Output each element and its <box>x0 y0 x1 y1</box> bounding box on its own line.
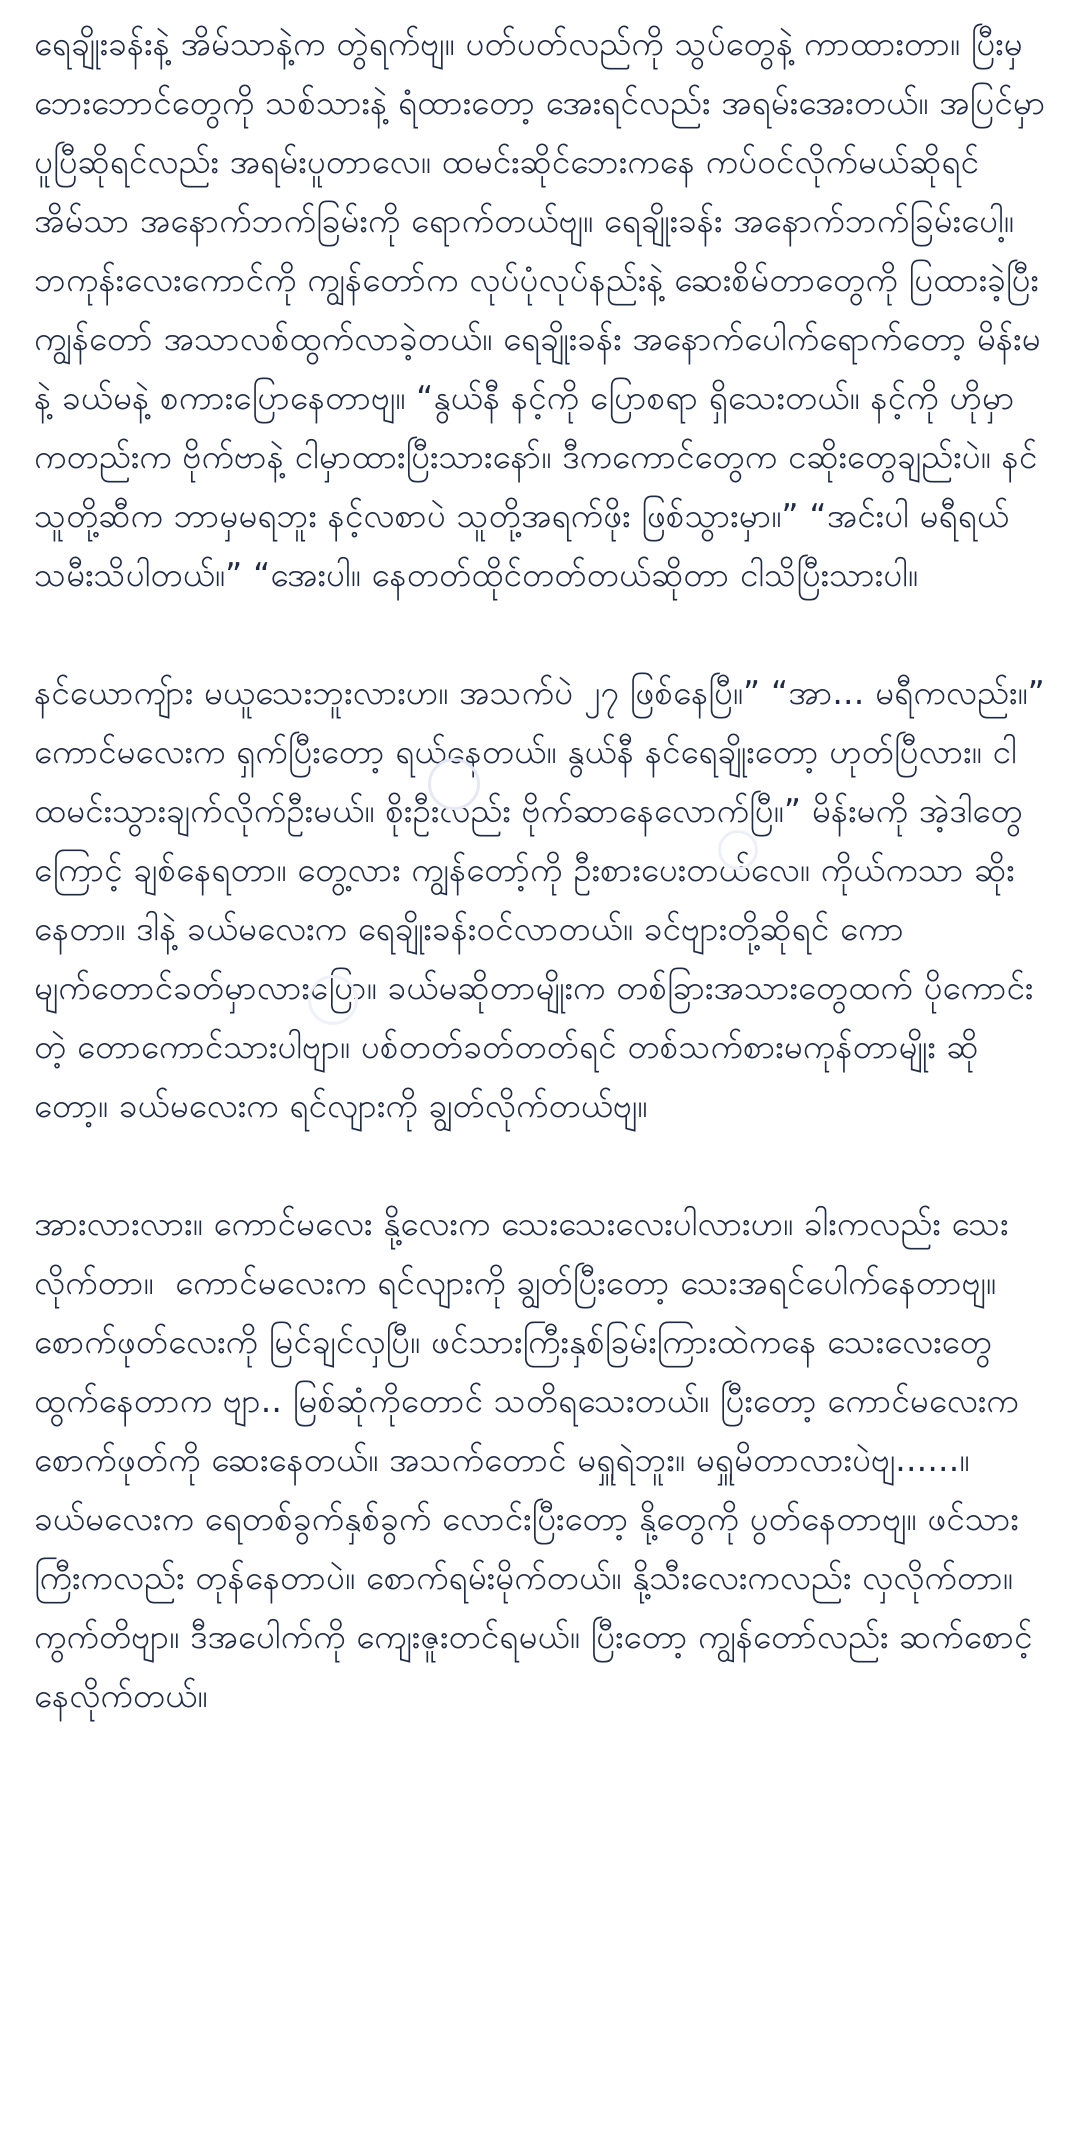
loading-ring-icon <box>308 975 358 1025</box>
loading-ring-icon <box>428 758 480 810</box>
story-paragraph-2: နင်ယောကျ်ား မယူသေးဘူးလားဟ။ အသက်ပဲ ၂၇ ဖြစ်နေပြီ။” “အာ... မရီကလည်း။” ကောင်မလေးက ရှက်ပြီးတော့ ရယ်နေတယ်။ နွယ်နီ နင်ရေချိုးတော့ ဟုတ်ပြီလား။ ငါ ထမင်းသွားချက်လိုက်ဦးမယ်။ စိုးဦးလည်း ဗိုက်ဆာနေလောက်ပြီ။” မိန်းမကို အဲ့ဒါတွေကြောင့် ချစ်နေရတာ။ တွေ့လား ကျွန်တော့်ကို ဦးစားပေးတယ်လေ။ ကိုယ်ကသာ ဆိုးနေတာ။ ဒါနဲ့ ခယ်မလေးက ရေချိုးခန်းဝင်လာတယ်။ ခင်ဗျားတို့ဆိုရင် ကော မျက်တောင်ခတ်မှာလားပြော။ ခယ်မဆိုတာမျိုးက တစ်ခြားအသားတွေထက် ပိုကောင်းတဲ့ တောကောင်သားပါဗျာ။ ပစ်တတ်ခတ်တတ်ရင် တစ်သက်စားမကုန်တာမျိုး ဆိုတော့။ ခယ်မလေးက ရင်လျားကို ချွတ်လိုက်တယ်ဗျ။ <box>34 673 1056 1125</box>
loading-ring-icon <box>718 830 758 870</box>
story-paragraph-3: အားလားလား။ ကောင်မလေး နို့လေးက သေးသေးလေးပါလားဟ။ ခါးကလည်း သေးလိုက်တာ။ ကောင်မလေးက ရင်လျားကို ချွတ်ပြီးတော့ သေးအရင်ပေါက်နေတာဗျ။ စောက်ဖုတ်လေးကို မြင်ချင်လှပြီ။ ဖင်သားကြီးနှစ်ခြမ်းကြားထဲကနေ သေးလေးတွေ ထွက်နေတာက ဗျာ.. မြစ်ဆုံကိုတောင် သတိရသေးတယ်။ ပြီးတော့ ကောင်မလေးက စောက်ဖုတ်ကို ဆေးနေတယ်။ အသက်တောင် မရှူရဲဘူး။ မရှူမိတာလားပဲဗျ......။ ခယ်မလေးက ရေတစ်ခွက်နှစ်ခွက် လောင်းပြီးတော့ နို့တွေကို ပွတ်နေတာဗျ။ ဖင်သားကြီးကလည်း တုန်နေတာပဲ။ စောက်ရမ်းမိုက်တယ်။ နို့သီးလေးကလည်း လှလိုက်တာ။ ကွက်တိဗျာ။ ဒီအပေါက်ကို ကျေးဇူးတင်ရမယ်။ ပြီးတော့ ကျွန်တော်လည်း ဆက်စောင့်နေလိုက်တယ်။ <box>34 1204 1033 1715</box>
story-paragraph-1: ရေချိုးခန်းနဲ့ အိမ်သာနဲ့က တွဲရက်ဗျ။ ပတ်ပတ်လည်ကို သွပ်တွေနဲ့ ကာထားတာ။ ပြီးမှ ဘေးဘောင်တွေကို သစ်သားနဲ့ ရံထားတော့ အေးရင်လည်း အရမ်းအေးတယ်။ အပြင်မှာ ပူပြီဆိုရင်လည်း အရမ်းပူတာလေ။ ထမင်းဆိုင်ဘေးကနေ ကပ်ဝင်လိုက်မယ်ဆိုရင် အိမ်သာ အနောက်ဘက်ခြမ်းကို ရောက်တယ်ဗျ။ ရေချိုးခန်း အနောက်ဘက်ခြမ်းပေါ့။ ဘကုန်းလေးကောင်ကို ကျွန်တော်က လုပ်ပုံလုပ်နည်းနဲ့ ဆေးစိမ်တာတွေကို ပြထားခဲ့ပြီး ကျွန်တော် အသာလစ်ထွက်လာခဲ့တယ်။ ရေချိုးခန်း အနောက်ပေါက်ရောက်တော့ မိန်းမနဲ့ ခယ်မနဲ့ စကားပြောနေတာဗျ။ “နွယ်နီ နင့်ကို ပြောစရာ ရှိသေးတယ်။ နင့်ကို ဟိုမှာကတည်းက ဗိုက်ဗာနဲ့ ငါမှာထားပြီးသားနော်။ ဒီကကောင်တွေက ငဆိုးတွေချည်းပဲ။ နင်သူတို့ဆီက ဘာမှမရဘူး နင့်လစာပဲ သူတို့အရက်ဖိုး ဖြစ်သွားမှာ။” “အင်းပါ မရီရယ် သမီးသိပါတယ်။” “အေးပါ။ နေတတ်ထိုင်တတ်တယ်ဆိုတာ ငါသိပြီးသားပါ။ <box>34 24 1057 594</box>
